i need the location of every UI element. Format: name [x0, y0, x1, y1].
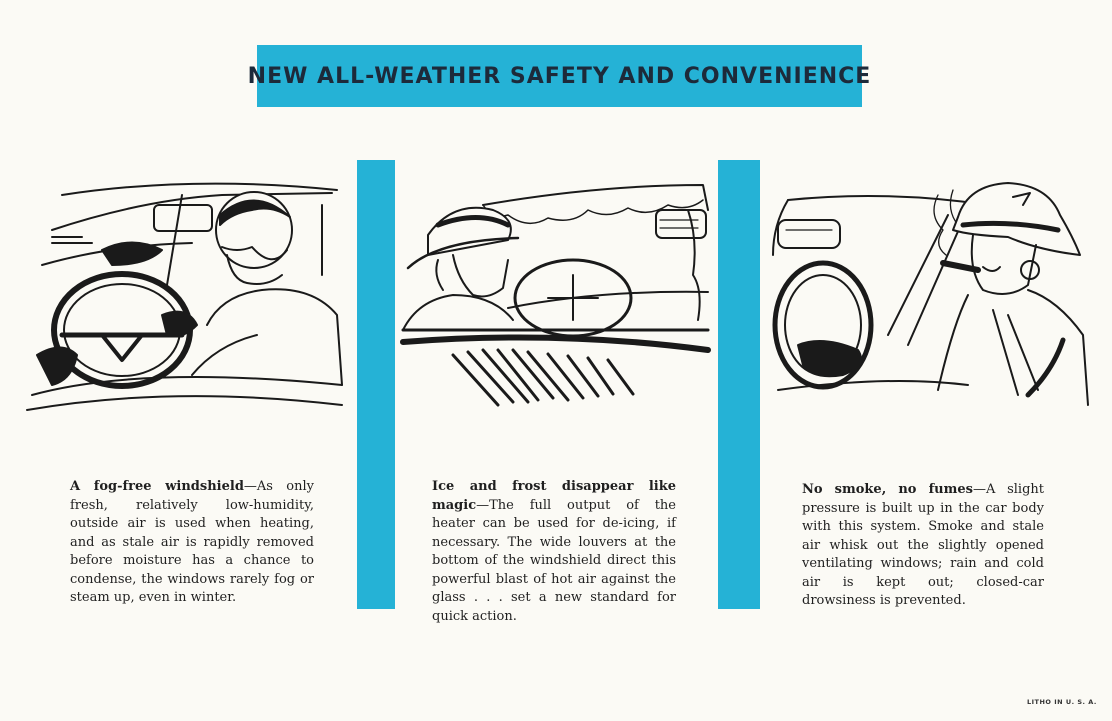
title-banner	[247, 45, 872, 107]
man-smoking-cigar-illustration	[768, 175, 1090, 415]
caption-ice-frost	[432, 478, 676, 626]
page-title: NEW ALL-WEATHER SAFETY AND CONVENIENCE	[247, 63, 872, 89]
man-defrosting-windshield-illustration	[398, 180, 714, 420]
litho-imprint: LITHO IN U. S. A.	[1027, 698, 1097, 706]
caption-body: —As only fresh, relatively low-humidity, outside air is used when heating, and as stale air is rapidly removed before moisture has a chance to condense, the windows rarely fog or steam up, even in winter.	[70, 479, 314, 605]
divider-bar-right	[718, 160, 760, 609]
woman-driving-illustration	[22, 155, 344, 423]
caption-no-smoke	[802, 481, 1044, 611]
caption-heading: A fog-free windshield	[70, 479, 244, 494]
caption-heading: No smoke, no fumes	[802, 482, 973, 497]
caption-fog-free	[70, 478, 314, 608]
caption-body: —A slight pressure is built up in the car body with this system. Smoke and stale air whisk out the slightly opened ventilating windows; rain and cold air is kept out; closed-car drowsiness is prevented.	[802, 482, 1044, 608]
caption-heading: Ice and frost disappear like magic	[432, 479, 676, 513]
caption-body: —The full output of the heater can be used for de-icing, if necessary. The wide louvers at the bottom of the windshield direct this powerful blast of hot air against the glass . . . set a new standard for quick action.	[432, 497, 676, 624]
divider-bar-left	[357, 160, 395, 609]
